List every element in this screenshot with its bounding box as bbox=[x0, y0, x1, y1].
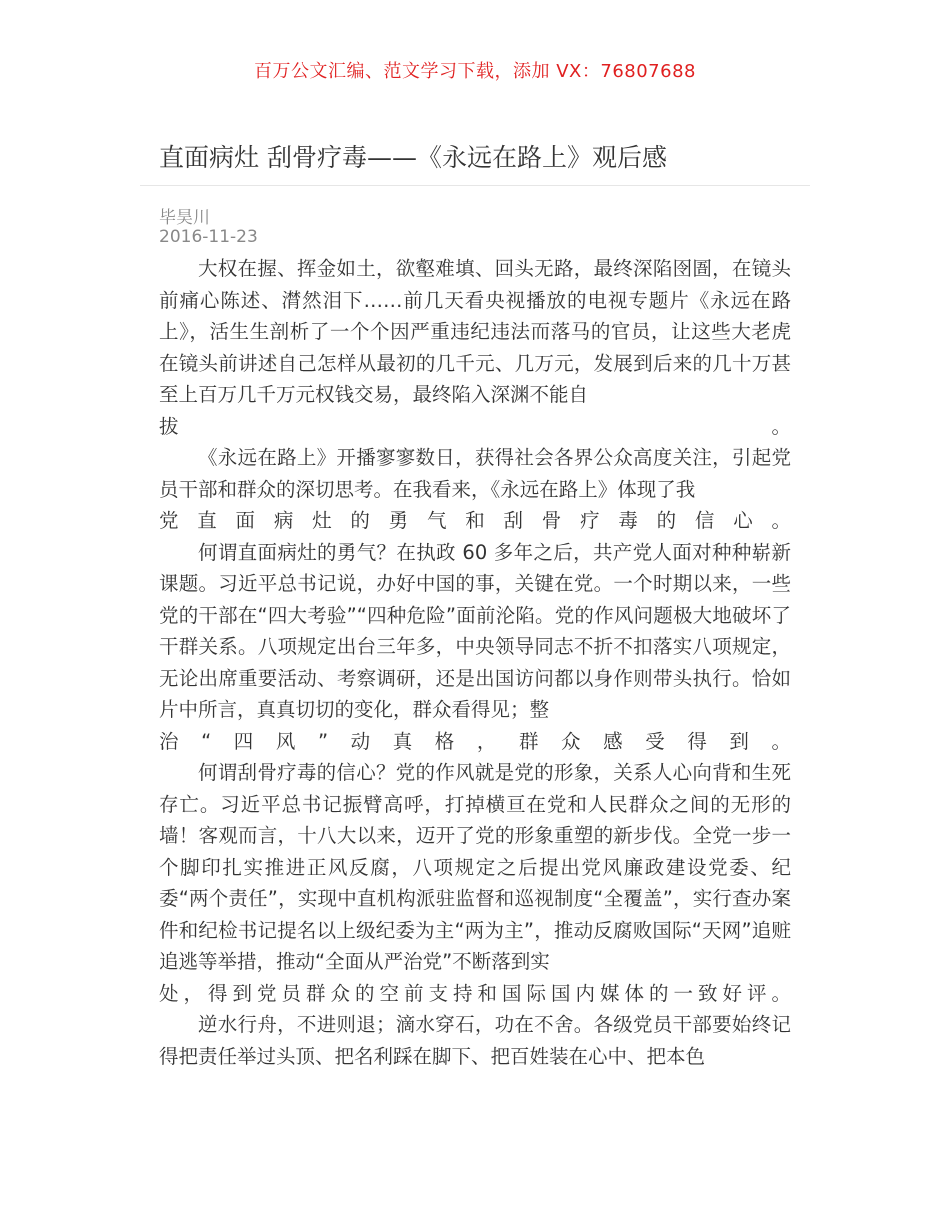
paragraph-2-tail: 党直面病灶的勇气和刮骨疗毒的信心。 bbox=[159, 509, 791, 532]
article-date: 2016-11-23 bbox=[159, 227, 258, 247]
promo-banner: 百万公文汇编、范文学习下载，添加 VX：76807688 bbox=[254, 61, 696, 82]
paragraph-4: 何谓刮骨疗毒的信心？党的作风就是党的形象，关系人心向背和生死存亡。习近平总书记振臂高呼，打掉横亘在党和人民群众之间的无形的墙！客观而言，十八大以来，迈开了党的形象重塑的新步伐。全党一步一个脚印扎实推进正风反腐，八项规定之后提出党风廉政建设党委、纪委“两个责任”，实现中直机构派驻监督和巡视制度“全覆盖”，实行查办案件和纪检书记提名以上级纪委为主“两为主”，推动反腐败国际“天网”追赃追逃等举措，推动“全面从严治党”不断落到实 bbox=[159, 761, 791, 973]
paragraph-4-tail: 处，得到党员群众的空前支持和国际国内媒体的一致好评。 bbox=[159, 981, 791, 1005]
article-title: 直面病灶 刮骨疗毒——《永远在路上》观后感 bbox=[159, 143, 667, 172]
paragraph-2: 《永远在路上》开播寥寥数日，获得社会各界公众高度关注，引起党员干部和群众的深切思考。在我看来，《永远在路上》体现了我 bbox=[159, 446, 791, 501]
paragraph-1-tail: 拔 。 bbox=[159, 414, 791, 438]
title-divider bbox=[140, 185, 810, 186]
paragraph-1: 大权在握、挥金如土，欲壑难填、回头无路，最终深陷囹圄，在镜头前痛心陈述、潸然泪下……前几天看央视播放的电视专题片《永远在路上》，活生生剖析了一个个因严重违纪违法而落马的官员，让这些大老虎在镜头前讲述自己怎样从最初的几千元、几万元，发展到后来的几十万甚至上百万几千万元权钱交易，最终陷入深渊不能自 bbox=[159, 257, 791, 406]
paragraph-3: 何谓直面病灶的勇气？在执政 60 多年之后，共产党人面对种种崭新课题。习近平总书记说，办好中国的事，关键在党。一个时期以来，一些党的干部在“四大考验”“四种危险”面前沦陷。党的作风问题极大地破坏了干群关系。八项规定出台三年多，中央领导同志不折不扣落实八项规定，无论出席重要活动、考察调研，还是出国访问都以身作则带头执行。恰如片中所言，真真切切的变化，群众看得见；整 bbox=[159, 540, 791, 721]
paragraph-3-tail: 治“四风”动真格，群众感受得到。 bbox=[159, 729, 791, 753]
article-author: 毕昊川 bbox=[159, 208, 210, 228]
article-body bbox=[159, 253, 791, 1072]
paragraph-5: 逆水行舟，不进则退；滴水穿石，功在不舍。各级党员干部要始终记得把责任举过头顶、把名利踩在脚下、把百姓装在心中、把本色 bbox=[159, 1013, 791, 1068]
